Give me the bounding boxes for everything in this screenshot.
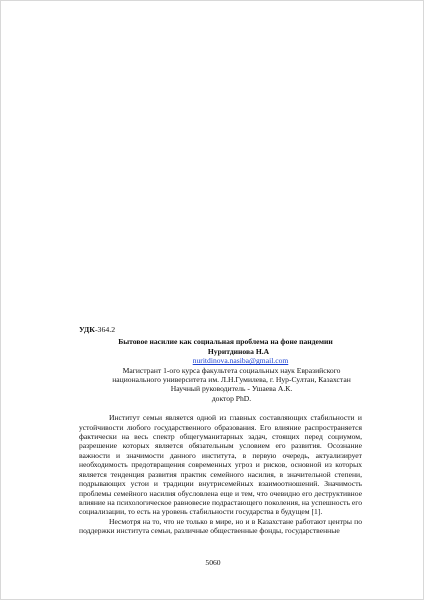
affiliation-line: Магистрант 1-ого курса факультета социальных наук Евразийского — [122, 365, 341, 375]
udk-label: УДК — [79, 325, 95, 334]
page-number: 5060 — [205, 558, 221, 567]
article-title: Бытовое насилие как социальная проблема на фоне пандемии — [118, 337, 333, 347]
supervisor-line: Научный руководитель - Ушаева А.К. — [170, 384, 293, 394]
body-paragraph: Институт семьи является одной из главных составляющих стабильности и устойчивости любого государственного образования. Его влияние распространяется фактически на весь спектр общегуманитарных задач, стоящих перед социумом, разрешение которых является обязательным условием его развития. Осознание важности и значимости данного института, в первую очередь, актуализирует необходимость предотвращения современных угроз и рисков, основной из которых является тенденция развития практик семейного насилия, в значительной степени, подрывающих устои и традиции внутрисемейных взаимоотношений. Значимость проблемы семейного насилия обусловлена еще и тем, что очевидно его деструктивное влияние на психологическое равновесие подрастающего поколения, на успешность его социализации, то есть на уровень стабильности государства в будущем [1]. — [79, 413, 362, 517]
author-name: Нуритдинова Н.А — [207, 346, 270, 356]
body-paragraph: Несмотря на то, что не только в мире, но и в Казахстане работают центры по поддержки института семьи, различные общественные фонды, государственные — [79, 516, 362, 536]
udk-line — [79, 325, 362, 334]
author-email-link[interactable]: nuritdinova.nasiba@gmail.com — [192, 356, 289, 366]
supervisor-degree: доктор PhD. — [211, 393, 252, 403]
spacer — [79, 403, 362, 413]
affiliation-line: национального университета им. Л.Н.Гумилева, г. Нур-Султан, Казахстан — [112, 375, 351, 385]
udk-number: -364.2 — [94, 325, 116, 334]
article-body — [79, 325, 362, 536]
